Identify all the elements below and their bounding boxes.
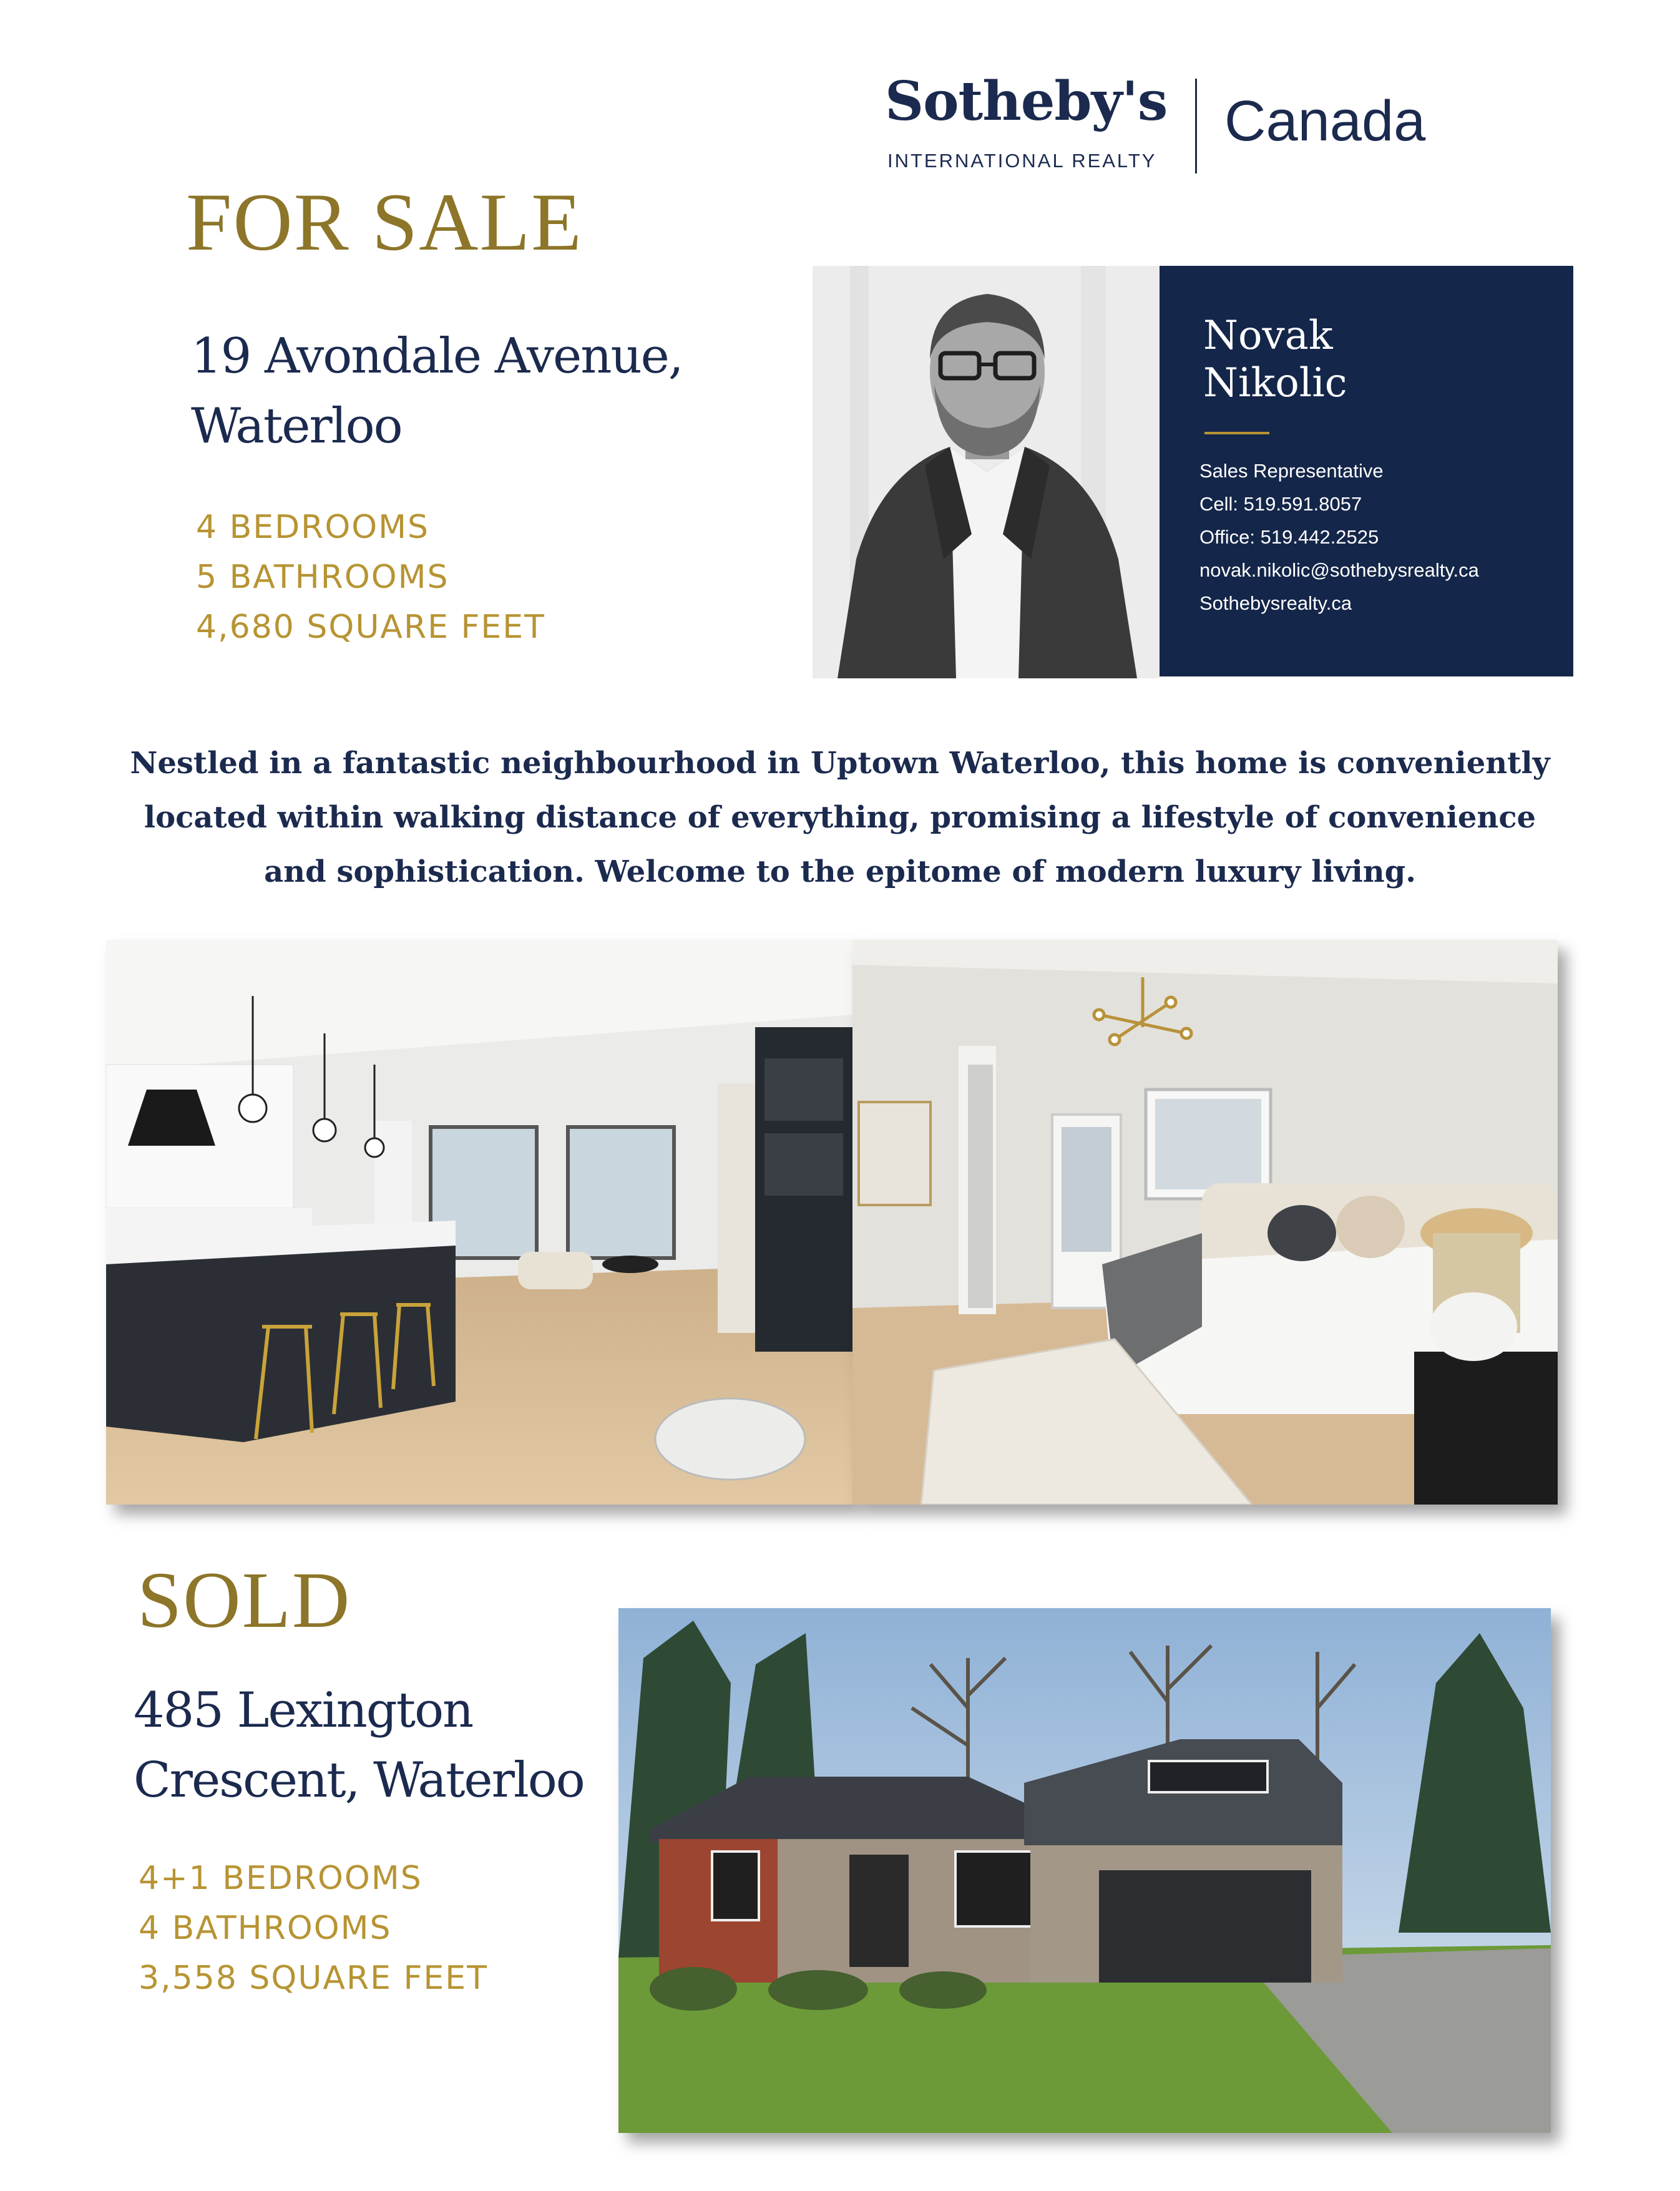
listing-description bbox=[100, 736, 1580, 899]
house-exterior-photo bbox=[618, 1608, 1551, 2133]
agent-portrait bbox=[813, 266, 1160, 678]
logo-divider bbox=[1195, 79, 1197, 173]
sold-heading: SOLD bbox=[137, 1556, 351, 1644]
agent-contact-info bbox=[1199, 454, 1479, 620]
for-sale-heading: FOR SALE bbox=[186, 176, 583, 268]
sold-address-line2: Crescent, Waterloo bbox=[134, 1752, 584, 1808]
agent-title: Sales Representative bbox=[1199, 460, 1384, 482]
sold-specs bbox=[139, 1853, 488, 2003]
for-sale-square-feet: 4,680 SQUARE FEET bbox=[196, 608, 545, 646]
for-sale-bedrooms: 4 BEDROOMS bbox=[196, 509, 430, 546]
agent-website: Sothebysrealty.ca bbox=[1199, 592, 1352, 614]
kitchen-photo bbox=[106, 940, 852, 1505]
agent-cell: Cell: 519.591.8057 bbox=[1199, 493, 1362, 515]
sold-bathrooms: 4 BATHROOMS bbox=[139, 1910, 392, 1947]
for-sale-specs bbox=[196, 502, 545, 652]
for-sale-bathrooms: 5 BATHROOMS bbox=[196, 559, 449, 596]
agent-office: Office: 519.442.2525 bbox=[1199, 526, 1379, 548]
sold-address bbox=[134, 1676, 670, 1815]
agent-email: novak.nikolic@sothebysrealty.ca bbox=[1199, 559, 1479, 581]
description-line3: and sophistication. Welcome to the epitome of modern luxury living. bbox=[264, 854, 1416, 889]
for-sale-address-line1: 19 Avondale Avenue, bbox=[191, 328, 683, 384]
agent-name-underline bbox=[1204, 432, 1269, 434]
brand-logo-subtitle: INTERNATIONAL REALTY bbox=[887, 150, 1157, 172]
agent-first-name: Novak bbox=[1203, 313, 1333, 359]
bedroom-photo bbox=[852, 940, 1558, 1505]
agent-name bbox=[1203, 312, 1347, 407]
sold-square-feet: 3,558 SQUARE FEET bbox=[139, 1959, 488, 1997]
sold-bedrooms: 4+1 BEDROOMS bbox=[139, 1860, 422, 1897]
sold-address-line1: 485 Lexington bbox=[134, 1682, 473, 1739]
brand-region: Canada bbox=[1224, 89, 1426, 153]
brand-logo-wordmark: Sotheby's bbox=[885, 70, 1168, 133]
agent-last-name: Nikolic bbox=[1203, 360, 1347, 406]
for-sale-address-line2: Waterloo bbox=[191, 398, 402, 454]
for-sale-address bbox=[191, 321, 753, 461]
description-line1: Nestled in a fantastic neighbourhood in Uptown Waterloo, this home is conveniently bbox=[130, 746, 1550, 781]
description-line2: located within walking distance of everything, promising a lifestyle of convenience bbox=[144, 800, 1536, 835]
